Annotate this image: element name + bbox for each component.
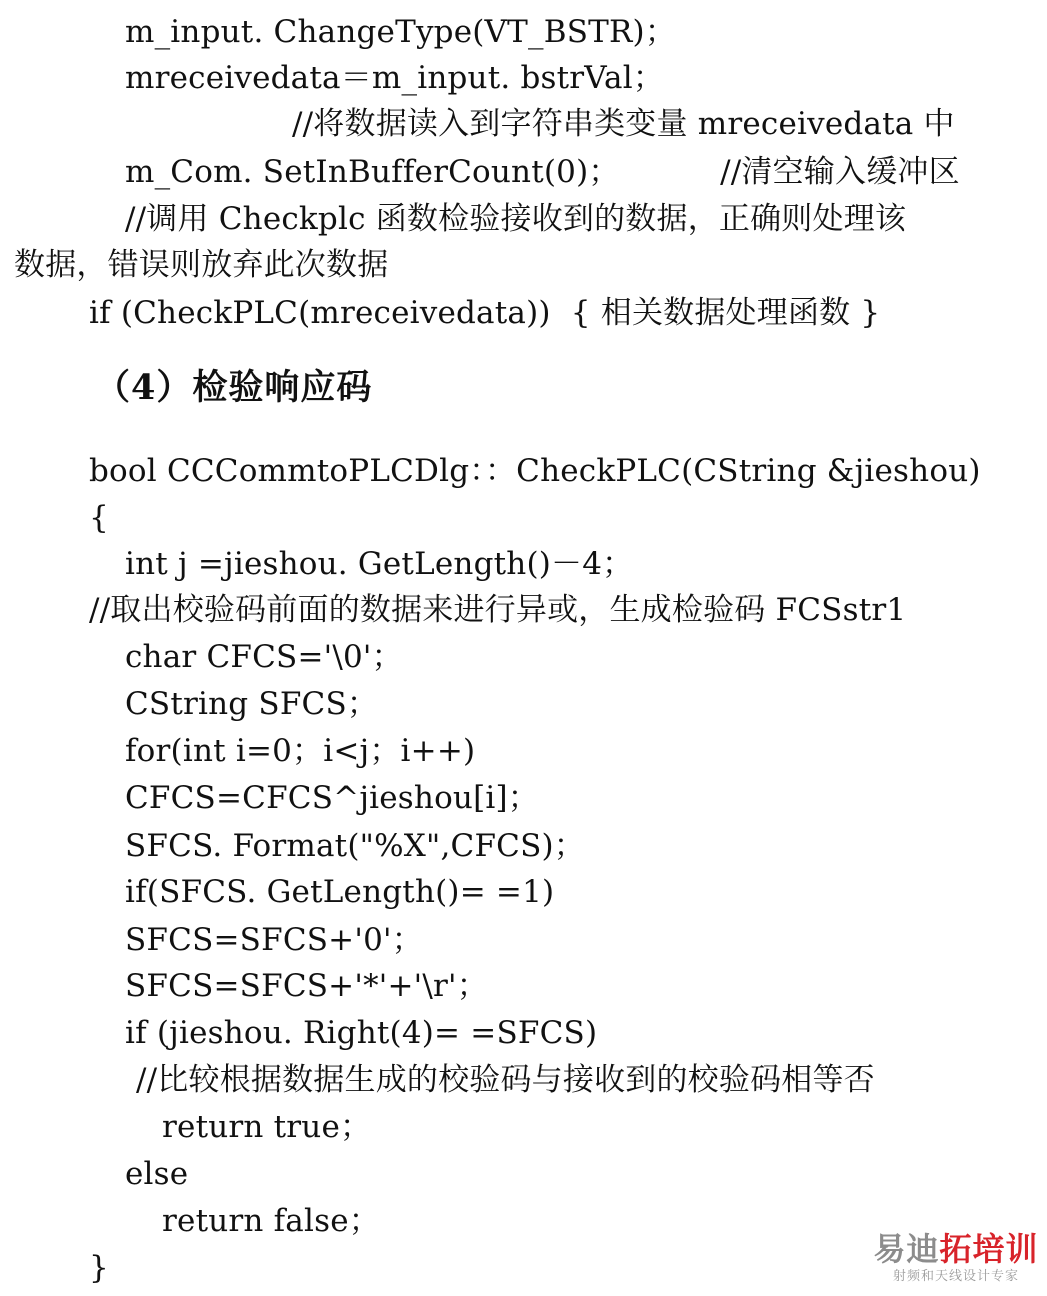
watermark-subtitle: 射频和天线设计专家 <box>892 1269 1019 1284</box>
close-brace: } <box>89 1250 109 1286</box>
section-heading: （4）检验响应码 <box>95 367 373 408</box>
code-line: SFCS=SFCS+'*'+'\r'； <box>125 968 488 1004</box>
code-line: return true； <box>162 1109 372 1145</box>
code-line: CFCS=CFCS^jieshou[i]； <box>125 780 539 816</box>
code-line: for(int i=0；i<j；i++) <box>125 733 476 769</box>
watermark-logo <box>871 1230 1041 1292</box>
comment-line-6: 数据，错误则放弃此次数据 <box>14 247 389 283</box>
comment-line: //比较根据数据生成的校验码与接收到的校验码相等否 <box>136 1062 875 1098</box>
code-line: CString SFCS； <box>125 686 379 722</box>
code-line-7: if (CheckPLC(mreceivedata)) { 相关数据处理函数 } <box>89 295 881 331</box>
code-line-2: mreceivedata＝m_input. bstrVal； <box>125 60 665 96</box>
watermark-title: 易迪拓培训 <box>873 1230 1039 1268</box>
code-line: int j =jieshou. GetLength()－4； <box>125 546 634 582</box>
comment-line-5: //调用 Checkplc 函数检验接收到的数据，正确则处理该 <box>125 201 907 237</box>
code-line: if (jieshou. Right(4)= =SFCS) <box>125 1015 598 1051</box>
code-line-1: m_input. ChangeType(VT_BSTR)； <box>125 14 677 50</box>
code-line: SFCS. Format("%X",CFCS)； <box>125 828 586 864</box>
comment-line-3: //将数据读入到字符串类变量 mreceivedata 中 <box>292 106 955 142</box>
code-line-4: m_Com. SetInBufferCount(0)； //清空输入缓冲区 <box>125 154 960 190</box>
code-line: if(SFCS. GetLength()= =1) <box>125 874 555 910</box>
code-line: return false； <box>162 1203 380 1239</box>
open-brace: { <box>89 500 109 536</box>
code-line: char CFCS='\0'； <box>125 639 403 675</box>
comment-line: //取出校验码前面的数据来进行异或，生成检验码 FCSstr1 <box>89 592 907 628</box>
code-line: else <box>125 1156 189 1192</box>
code-line: SFCS=SFCS+'0'； <box>125 922 423 958</box>
function-signature: bool CCCommtoPLCDlg：：CheckPLC(CString &jieshou) <box>89 453 981 489</box>
